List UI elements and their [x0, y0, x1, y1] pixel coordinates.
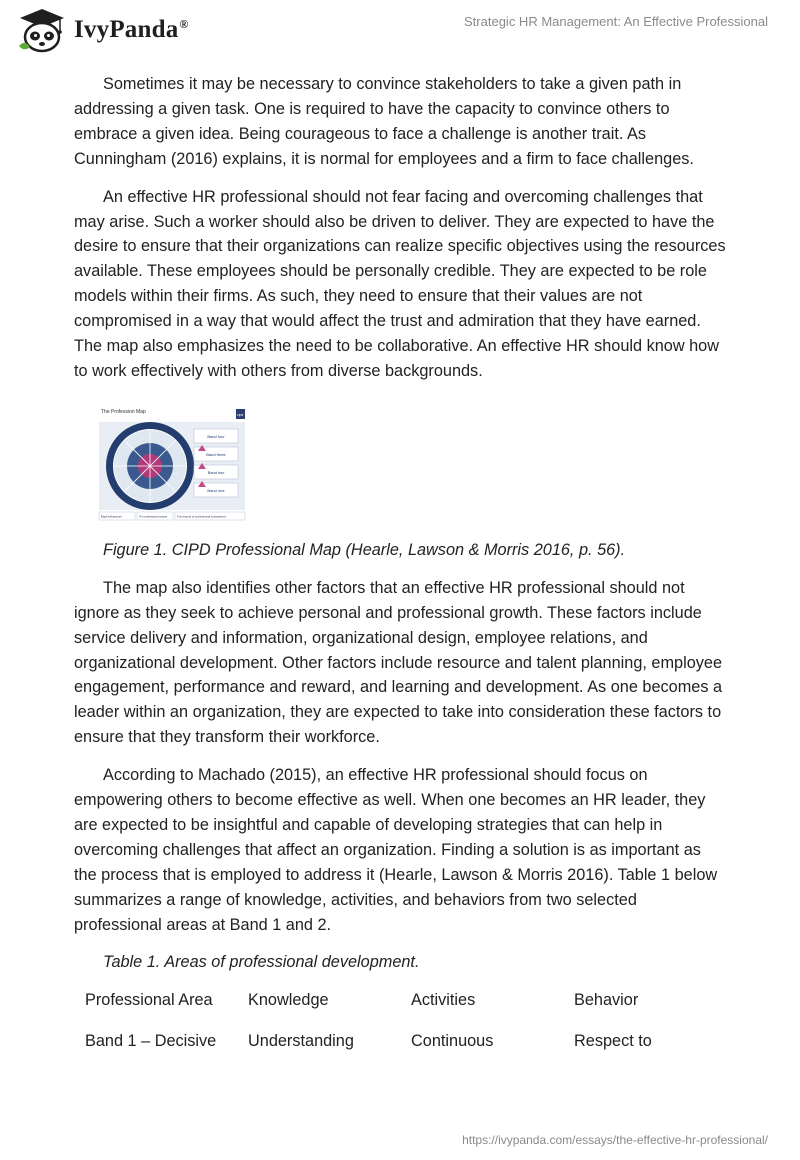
profession-map-image: [98, 406, 248, 521]
logo-wordmark: IvyPanda®: [74, 16, 189, 43]
table-header-cell: Behavior: [574, 991, 639, 1010]
source-url-link[interactable]: https://ivypanda.com/essays/the-effective-hr-professional/: [462, 1133, 768, 1147]
band-label: Band one: [207, 487, 225, 493]
table-header-cell: Activities: [411, 991, 476, 1010]
table-cell: Band 1 – Decisive: [85, 1032, 217, 1051]
table-cell: Understanding: [248, 1032, 354, 1051]
paragraph: The map also identifies other factors that an effective HR professional should not ignore as they seek to achieve personal and professional growth. These factors include service delivery and information, organizational design, employee relations, and organizational development. Other factors include resource and talent planning, employee engagement, performance and reward, and learning and development. As one becomes a leader within an organization, they are expected to take into consideration these factors to ensure that they transform their workforce.: [74, 578, 723, 747]
panda-logo-icon: [16, 6, 68, 54]
table-cell: Respect to: [574, 1032, 652, 1051]
table-header-cell: Professional Area: [85, 991, 213, 1010]
table-header-cell: Knowledge: [248, 991, 329, 1010]
cipd-badge: cipd: [237, 412, 244, 417]
figure-bottom-label: Eight behaviours: [101, 514, 122, 519]
paragraph: An effective HR professional should not fear facing and overcoming challenges that may arise. Such a worker should also be driven to deliver. They are expected to have the desire to ensure that their organizations can realize specific objectives using the resources available. These employees should be personally credible. They are expected to be role models within their firms. As such, they need to ensure that their values are not compromised in a way that would affect the trust and admiration that they have earned. The map also emphasizes the need to be collaborative. An effective HR should know how to work effectively with others from diverse backgrounds.: [74, 187, 726, 380]
table-cell: Continuous: [411, 1032, 494, 1051]
figure-bottom-label: Four bands of professional competence: [177, 514, 227, 519]
figure-caption: Figure 1. CIPD Professional Map (Hearle, Lawson & Morris 2016, p. 56).: [103, 540, 626, 559]
band-label: Band two: [207, 469, 225, 475]
figure-bottom-label: Ten professional areas: [139, 514, 168, 519]
essay-body: [74, 72, 726, 1065]
band-label: Band four: [207, 433, 225, 439]
ivypanda-logo[interactable]: [16, 6, 189, 54]
professional-development-table: [74, 983, 726, 1065]
figure-title: The Profession Map: [101, 408, 146, 415]
page-header: [0, 0, 800, 62]
profession-map-figure[interactable]: [98, 406, 248, 521]
paragraph: According to Machado (2015), an effective HR professional should focus on empowering others to become effective as well. When one becomes an HR leader, they are expected to be insightful and capable of developing strategies that can help in overcoming challenges that affect an organization. Finding a solution is as important as the process that is employed to address it (Hearle, Lawson & Morris 2016). Table 1 below summarizes a range of knowledge, activities, and behaviors from two selected professional areas at Band 1 and 2.: [74, 766, 718, 934]
document-title: Strategic HR Management: An Effective Professional: [464, 14, 768, 29]
table-header-row: [74, 983, 726, 1024]
band-label: Band three: [206, 451, 226, 457]
table-caption: Table 1. Areas of professional development.: [103, 953, 420, 972]
paragraph: Sometimes it may be necessary to convince stakeholders to take a given path in addressing a given task. One is required to have the capacity to convince others to embrace a given idea. Being courageous to face a challenge is another trait. As Cunningham (2016) explains, it is normal for employees and a firm to face challenges.: [74, 75, 694, 168]
table-row: [74, 1024, 726, 1065]
